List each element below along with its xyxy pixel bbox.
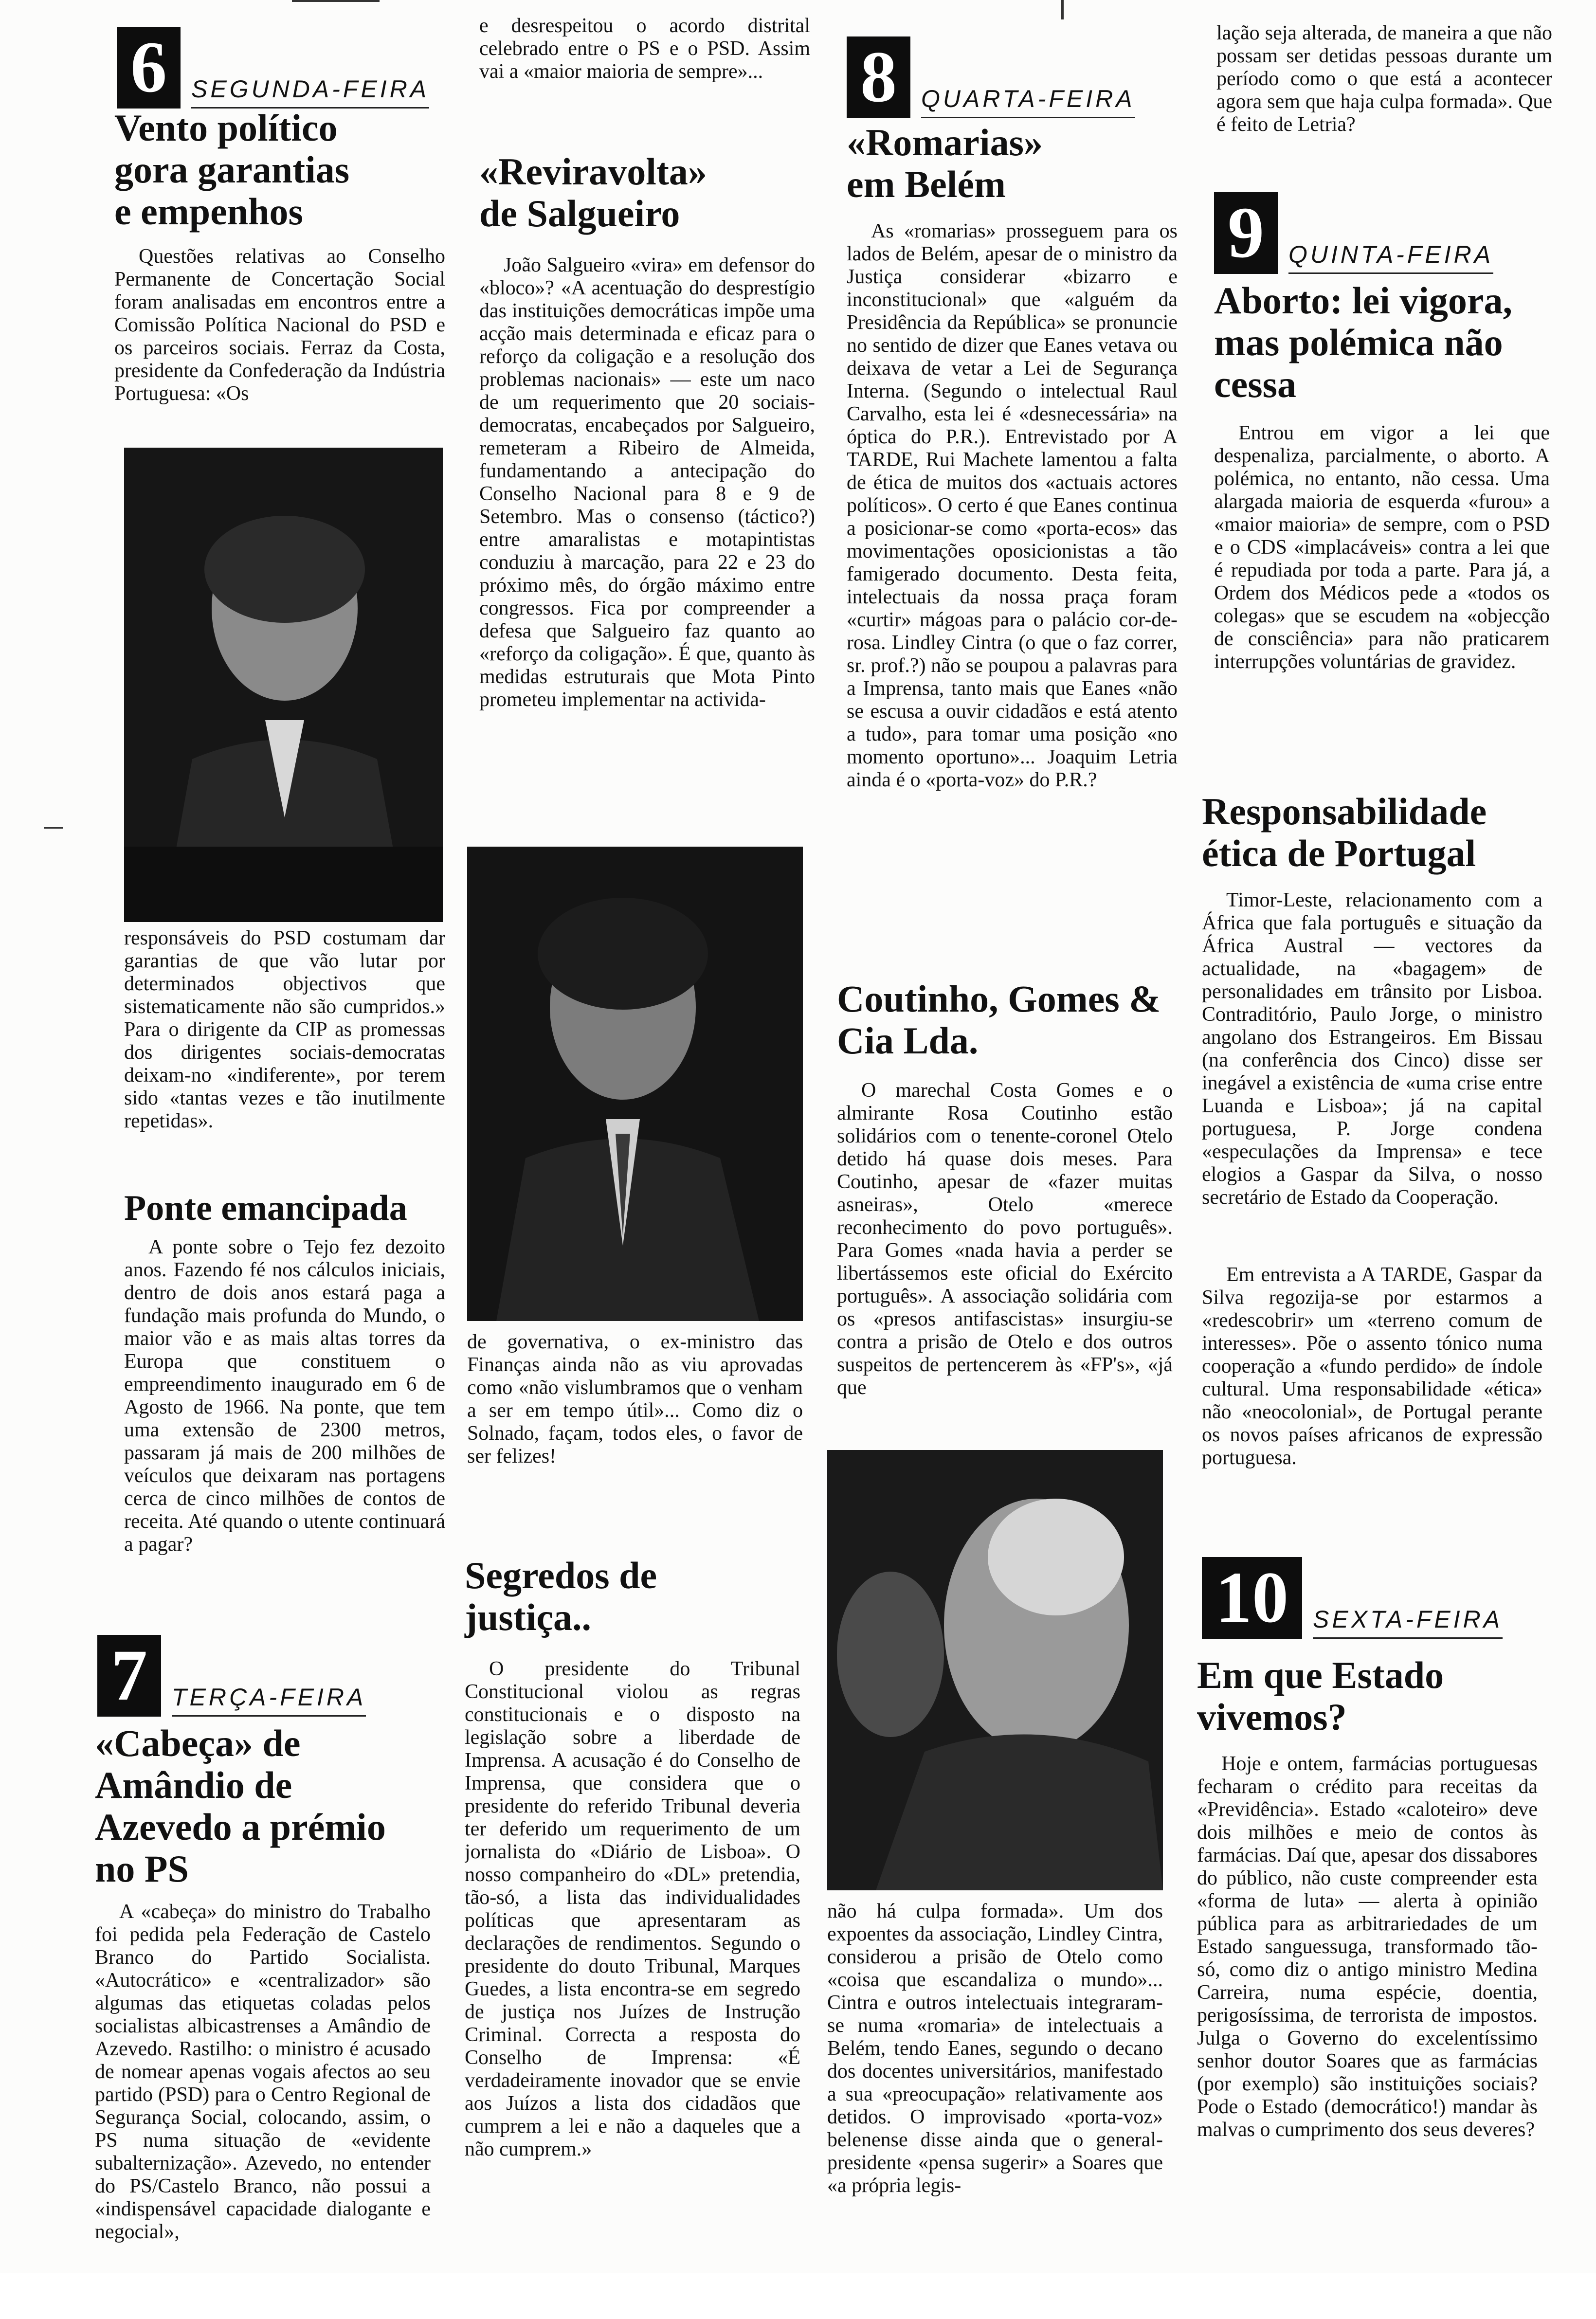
day-8-header-block <box>847 36 1187 118</box>
article-body: As «romarias» prosseguem para os lados de Belém, apesar de o ministro da Justiça considerar «bizarro e inconstitucional» que «alguém da Presidência da República» se pronuncie no sentido de dizer que Eanes vetava ou deixava de vetar a Lei de Segurança Interna. (Segundo o intelectual Raul Carvalho, esta lei é «desnecessária» na óptica do P.R.). Entrevistado por A TARDE, Rui Machete lamentou a falta de ética de muitos dos «actuais actores políticos». O certo é que Eanes continua a posicionar-se como «porta-ecos» das movimentações oposicionistas a tão famigerado documento. Desta feita, intelectuais da nossa praça foram «curtir» mágoas para o palácio cor-de-rosa. Lindley Cintra (o que o faz correr, sr. prof.?) não se poupou a palavras para a Imprensa, tanto mais que Eanes «não se escusa a ouvir cidadãos e está atento a tudo», para tomar uma posição «no momento oportuno»... Joaquim Letria ainda é o «porta-voz» do P.R.? <box>847 220 1178 791</box>
article-body: A ponte sobre o Tejo fez dezoito anos. Fazendo fé nos cálculos iniciais, dentro de dois anos estará paga a fundação mais profunda do Mundo, o maior vão e as mais altas torres da Europa que constituem o empreendimento inaugurado em 6 de Agosto de 1966. Na ponte, que tem uma extensão de 2300 metros, passaram já mais de 200 milhões de veículos que deixaram nas portagens cerca de cinco milhões de contos de receita. Até quando o utente continuará a pagar? <box>124 1236 445 1556</box>
day-number: 8 <box>847 36 910 118</box>
article-body: O presidente do Tribunal Constitucional violou as regras constitucionais e o disposto na legislação sobre a liberdade de Imprensa. A acusação é do Conselho de Imprensa, que considera que o presidente do referido Tribunal deveria ter deferido um requerimento de um jornalista do «Diário de Lisboa». O nosso companheiro do «DL» pretendia, tão-só, a lista das individualidades políticas que apresentaram as declarações de rendimentos. Segundo o presidente do douto Tribunal, Marques Guedes, a lista encontra-se em segredo de justiça nos Juízes de Instrução Criminal. Correcta a resposta do Conselho de Imprensa: «É verdadeiramente inovador que se envie aos Juízos a lista dos cidadãos que cumprem a lei e não a daqueles que a não cumprem.» <box>465 1658 800 2160</box>
day-header <box>117 27 443 109</box>
day-10-header-block <box>1202 1557 1542 1639</box>
article-acordo <box>479 15 810 107</box>
article-estado <box>1197 1654 1538 2249</box>
article-headline: «Romarias» em Belém <box>847 121 1043 205</box>
article-reviravolta <box>479 151 815 848</box>
day-header <box>1202 1557 1542 1639</box>
article-coutinho <box>837 978 1173 1459</box>
day-header <box>1214 192 1555 274</box>
photo-ferraz-da-costa <box>124 448 443 922</box>
article-body: Em entrevista a A TARDE, Gaspar da Silva regozija-se por estarmos a «redescobrir» um «terreno comum de interesses». Põe o assento tónico numa cooperação a «fundo perdido» de índole cultural. Uma responsabilidade «ética» não «neocolonial», de Portugal perante os novos países africanos de expressão portuguesa. <box>1202 1264 1542 1469</box>
article-legislacao <box>1216 22 1552 139</box>
article-body: responsáveis do PSD costumam dar garantias de que vão lutar por determinados objectivos que sistematicamente não são cumpridos.» Para o dirigente da CIP as promessas dos dirigentes sociais-democratas deixam-no «indiferente», por terem sido «tantas vezes e tão inutilmente repetidas». <box>124 927 445 1132</box>
article-headline: «Cabeça» de Amândio de Azevedo a prémio no PS <box>95 1722 386 1890</box>
scan-artifact <box>1061 0 1064 19</box>
day-header <box>97 1635 438 1717</box>
article-body: João Salgueiro «vira» em defensor do «bloco»? «A acentuação do desprestígio das instituições democráticas impõe uma acção mais determinada e eficaz para o reforço da coligação e a resolução dos problemas nacionais» — este um naco de um requerimento que 20 sociais-democratas, encabeçados por Salgueiro, remeteram a Ribeiro de Almeida, fundamentando a antecipação do Conselho Nacional para 8 e 9 de Setembro. Mas o consenso (táctico?) entre amaralistas e motapintistas conduziu à marcação, para 22 e 23 do próximo mês, do órgão máximo entre congressos. Fica por compreender a defesa que Salgueiro faz quanto ao «reforço da coligação». É que, quanto às medidas estruturais que Mota Pinto prometeu implementar na activida- <box>479 254 815 711</box>
scan-artifact <box>292 0 380 2</box>
article-body: Entrou em vigor a lei que despenaliza, parcialmente, o aborto. A polémica, no entanto, não cessa. Uma alargada maioria de esquerda «furou» a «maior maioria» de sempre, com o PSD e o CDS «implacáveis» contra a lei que é repudiada por toda a parte. Para já, a Ordem dos Médicos pede a «todos os colegas» que se escudem na «objecção de consciência» para não praticarem interrupções voluntárias de gravidez. <box>1214 422 1550 673</box>
article-headline: Aborto: lei vigora, mas polémica não cessa <box>1214 279 1513 405</box>
article-vento <box>114 107 445 459</box>
article-body: e desrespeitou o acordo distrital celebrado entre o PS e o PSD. Assim vai a «maior maioria de sempre»... <box>479 15 810 83</box>
article-headline: Segredos de justiça.. <box>465 1554 657 1638</box>
day-number: 10 <box>1202 1557 1302 1639</box>
day-header <box>847 36 1187 118</box>
article-aborto <box>1214 280 1550 758</box>
day-number: 6 <box>117 27 181 109</box>
scan-artifact <box>44 827 63 829</box>
article-cabeca <box>95 1722 431 2319</box>
day-number: 9 <box>1214 192 1278 274</box>
day-name: SEXTA-FEIRA <box>1313 1605 1503 1639</box>
photo-joao-salgueiro <box>467 847 803 1321</box>
article-body: Questões relativas ao Conselho Permanente de Concertação Social foram analisadas em encontros entre a Comissão Política Nacional do PSD e os parceiros sociais. Ferraz da Costa, presidente da Confederação da Indústria Portuguesa: «Os <box>114 245 445 405</box>
article-body: não há culpa formada». Um dos expoentes da associação, Lindley Cintra, considerou a prisão de Otelo como «coisa que escandaliza o mundo»... Cintra e outros intelectuais integraram-se numa «romaria» de intelectuais a Belém, tendo Eanes, segundo o decano dos docentes universitários, manifestado a sua «preocupação» relativamente aos detidos. O improvisado «porta-voz» belenense disse ainda que o general-presidente «pensa sugerir» a Soares que «a própria legis- <box>827 1900 1163 2197</box>
article-vento-cont <box>124 927 445 1170</box>
article-headline: Vento político gora garantias e empenhos <box>114 107 350 233</box>
article-romarias <box>847 122 1178 950</box>
article-etica <box>1202 791 1542 1556</box>
day-name: QUARTA-FEIRA <box>921 85 1135 118</box>
article-ponte <box>124 1187 445 1620</box>
photo-costa-gomes <box>827 1450 1163 1890</box>
day-name: SEGUNDA-FEIRA <box>191 75 429 109</box>
day-6-header-block <box>117 27 443 109</box>
article-body: Hoje e ontem, farmácias portuguesas fecharam o crédito para receitas da «Previdência». Estado «caloteiro» deve dois milhões e meio de contos às farmácias. Daí que, apesar dos dissabores do público, não custe compreender esta «forma de luta» — alerta à opinião pública para as arbitrariedades de um Estado sanguessuga, transformado tão-só, como diz o antigo ministro Medina Carreira, numa espécie, doentia, perigosíssima, de terrorista de impostos. Julga o Governo do excelentíssimo senhor doutor Soares que as farmácias (por exemplo) são instituições sociais? Pode o Estado (democrático!) mandar às malvas o cumprimento dos seus deveres? <box>1197 1753 1538 2141</box>
article-headline: Ponte emancipada <box>124 1188 407 1228</box>
day-name: QUINTA-FEIRA <box>1288 240 1493 274</box>
article-body: lação seja alterada, de maneira a que não possam ser detidas pessoas durante um período como o que está a acontecer agora sem que haja culpa formada». Que é feito de Letria? <box>1216 22 1552 136</box>
article-headline: Responsabilidade ética de Portugal <box>1202 790 1487 874</box>
day-9-header-block <box>1214 192 1555 274</box>
article-headline: Em que Estado vivemos? <box>1197 1654 1444 1738</box>
article-headline: «Reviravolta» de Salgueiro <box>479 150 707 235</box>
article-body: de governativa, o ex-ministro das Finanças ainda não as viu aprovadas como «não vislumbramos que o venham a ser em tempo útil»... Como diz o Solnado, façam, todos eles, o favor de ser felizes! <box>467 1331 803 1467</box>
article-body: A «cabeça» do ministro do Trabalho foi pedida pela Federação de Castelo Branco do Partido Socialista. «Autocrático» e «centralizador» são algumas das etiquetas coladas pelos socialistas albicastrenses a Amândio de Azevedo. Rastilho: o ministro é acusado de nomear apenas vogais afectos ao seu partido (PSD) para o Centro Regional de Segurança Social, colocando, assim, o PS numa situação de «evidente subalternização». Azevedo, no entender do PS/Castelo Branco, não possui a «indispensável capacidade dialogante e negocial», <box>95 1901 431 2243</box>
article-body: Timor-Leste, relacionamento com a África que fala português e situação da África Austral — vectores da actualidade, na «bagagem» de personalidades em trânsito por Lisboa. Contraditório, Paulo Jorge, o ministro angolano dos Estrangeiros. Em Bissau (na conferência dos Cinco) disse ser inegável a existência de «uma crise entre Luanda e Lisboa»; já na capital portuguesa, P. Jorge condena «especulações da Imprensa» e tece elogios a Gaspar da Silva, o nosso secretário de Estado da Cooperação. <box>1202 889 1542 1209</box>
day-name: TERÇA-FEIRA <box>172 1683 366 1717</box>
article-headline: Coutinho, Gomes & Cia Lda. <box>837 978 1161 1062</box>
day-number: 7 <box>97 1635 161 1717</box>
day-7-header-block <box>97 1635 438 1717</box>
article-body: O marechal Costa Gomes e o almirante Rosa Coutinho estão solidários com o tenente-coronel Otelo detido há quase dois meses. Para Coutinho, apesar de «fazer muitas asneiras», Otelo «merece reconhecimento do povo português». Para Gomes «nada havia a perder se libertássemos este oficial do Exército português». A associação solidária com os «presos antifascistas» insurgiu-se contra a prisão de Otelo e dos outros suspeitos de pertencerem às «FP's», «já que <box>837 1079 1173 1399</box>
article-coutinho-cont <box>827 1900 1163 2270</box>
article-reviravolta-cont <box>467 1331 803 1477</box>
article-segredos <box>465 1555 800 2261</box>
